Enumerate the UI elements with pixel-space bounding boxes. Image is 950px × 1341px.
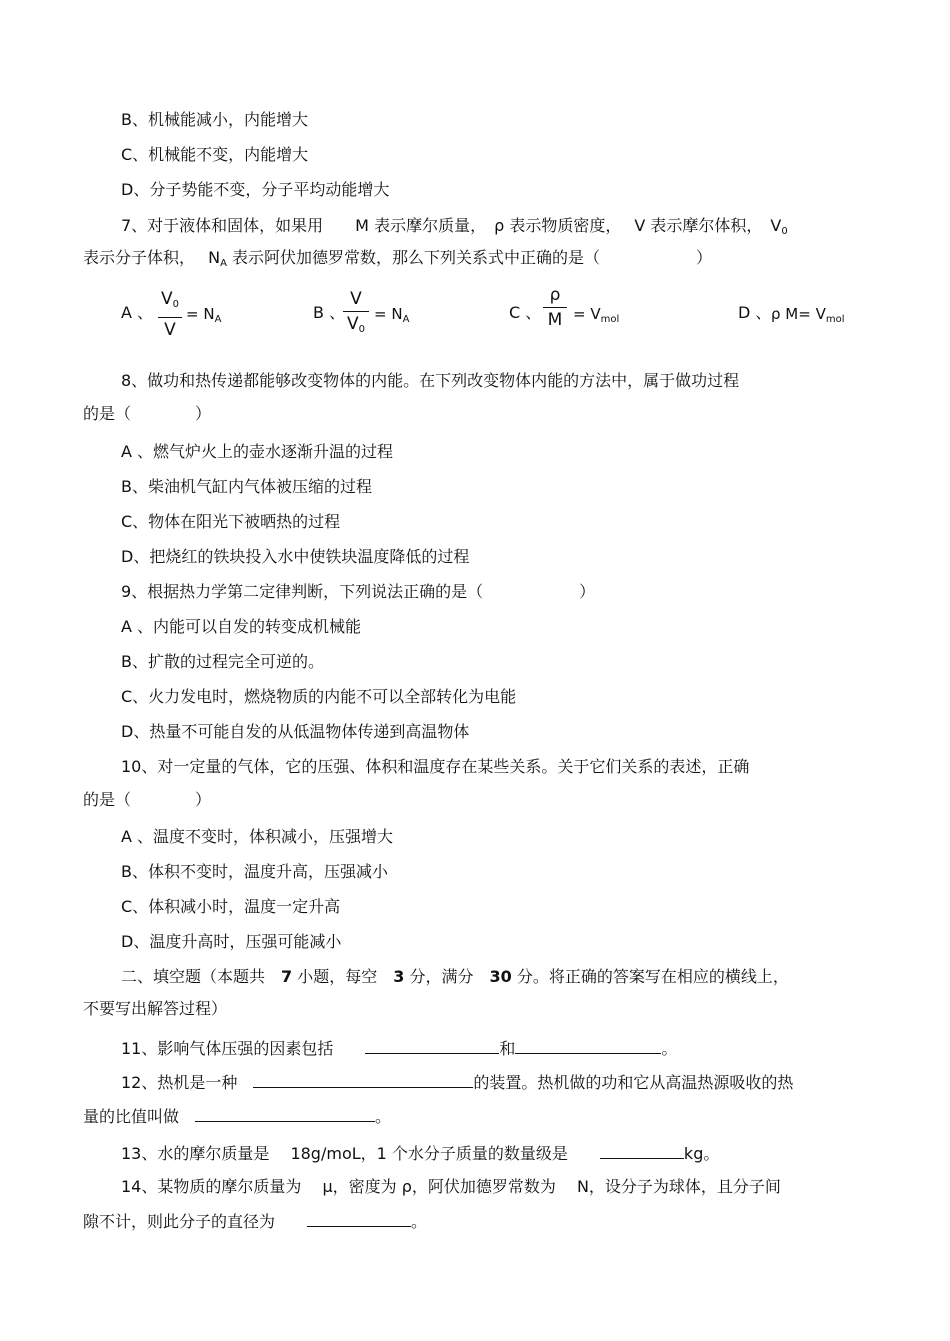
q11-blank-2[interactable] bbox=[515, 1037, 661, 1054]
q14-end: 。 bbox=[411, 1212, 428, 1231]
section2-text4: 分。将正确的答案写在相应的横线上， bbox=[511, 967, 789, 986]
q7-option-d-label: D 、 bbox=[738, 303, 772, 322]
q13-unit: kg。 bbox=[683, 1144, 720, 1163]
q10-option-d: D、温度升高时，压强可能减小 bbox=[121, 932, 342, 951]
q9-option-c: C、火力发电时，燃烧物质的内能不可以全部转化为电能 bbox=[121, 687, 517, 706]
q8-stem-line2: 的是（ ） bbox=[83, 404, 212, 423]
q7-stem-sub: 0 bbox=[781, 226, 788, 237]
q10-option-a: A 、温度不变时，体积减小，压强增大 bbox=[121, 827, 394, 846]
q7-c-eq-text: = V bbox=[573, 305, 601, 323]
section2-total-points: 30 bbox=[489, 967, 512, 986]
q8-option-c: C、物体在阳光下被晒热的过程 bbox=[121, 512, 341, 531]
q6-option-b: B、机械能减小，内能增大 bbox=[121, 110, 308, 129]
q7-a-denominator: V bbox=[164, 320, 176, 340]
q7-d-eq-sub: mol bbox=[825, 314, 845, 325]
q8-option-d: D、把烧红的铁块投入水中使铁块温度降低的过程 bbox=[121, 547, 470, 566]
q7-b-eq-text: = N bbox=[374, 305, 403, 323]
q13-blank[interactable] bbox=[600, 1142, 684, 1159]
q10-option-c: C、体积减小时，温度一定升高 bbox=[121, 897, 341, 916]
q11 bbox=[121, 1037, 677, 1059]
q7-option-a-fraction bbox=[158, 289, 182, 340]
q12-line1 bbox=[121, 1071, 793, 1093]
section2-points-per-blank: 3 bbox=[393, 967, 405, 986]
q7-option-c-eq bbox=[573, 304, 619, 330]
q12-line2 bbox=[83, 1105, 391, 1127]
q7-stem-text2b: 表示阿伏加德罗常数，那么下列关系式中正确的是（ ） bbox=[226, 248, 712, 267]
q7-stem-text2a: 表示分子体积， N bbox=[83, 248, 221, 267]
section2-text3: 分，满分 bbox=[404, 967, 490, 986]
q7-stem-sub2: A bbox=[220, 258, 227, 269]
q7-b-denominator: V bbox=[346, 314, 359, 334]
section2-text1: 二、填空题（本题共 bbox=[121, 967, 282, 986]
q7-b-denominator-sub: 0 bbox=[358, 324, 365, 335]
q14-blank[interactable] bbox=[307, 1210, 411, 1227]
q12-blank-1[interactable] bbox=[253, 1071, 473, 1088]
q11-text: 11、影响气体压强的因素包括 bbox=[121, 1039, 366, 1058]
q12-text3: 量的比值叫做 bbox=[83, 1107, 196, 1126]
q7-option-b-label: B 、 bbox=[313, 303, 346, 322]
q7-b-numerator: V bbox=[350, 289, 362, 309]
q8-stem-line1: 8、做功和热传递都能够改变物体的内能。在下列改变物体内能的方法中，属于做功过程 bbox=[121, 371, 740, 390]
q7-a-numerator: V bbox=[160, 289, 173, 309]
q8-option-b: B、柴油机气缸内气体被压缩的过程 bbox=[121, 477, 372, 496]
q13-text: 13、水的摩尔质量是 18g/moL，1 个水分子质量的数量级是 bbox=[121, 1144, 600, 1163]
q11-end: 。 bbox=[661, 1039, 678, 1058]
section2-num-questions: 7 bbox=[281, 967, 293, 986]
q7-a-numerator-sub: 0 bbox=[172, 299, 179, 310]
section2-text2: 小题，每空 bbox=[292, 967, 394, 986]
q7-stem-text: 7、对于液体和固体，如果用 M 表示摩尔质量， ρ 表示物质密度， V 表示摩尔体积， V bbox=[121, 216, 782, 235]
q7-option-b-eq bbox=[374, 304, 409, 330]
q9-option-d: D、热量不可能自发的从低温物体传递到高温物体 bbox=[121, 722, 470, 741]
q6-option-c: C、机械能不变，内能增大 bbox=[121, 145, 309, 164]
q10-stem-line2: 的是（ ） bbox=[83, 790, 212, 809]
q7-a-eq-text: = N bbox=[186, 305, 215, 323]
q12-blank-2[interactable] bbox=[195, 1105, 375, 1122]
q7-option-b-fraction bbox=[343, 289, 369, 340]
q12-text: 12、热机是一种 bbox=[121, 1073, 254, 1092]
q7-c-eq-sub: mol bbox=[600, 314, 620, 325]
section2-heading-line1 bbox=[121, 967, 789, 987]
q11-blank-1[interactable] bbox=[365, 1037, 499, 1054]
q7-stem-line1 bbox=[121, 216, 788, 242]
q7-b-eq-sub: A bbox=[402, 314, 410, 325]
q14-line2 bbox=[83, 1210, 427, 1232]
q14-text2: 隙不计，则此分子的直径为 bbox=[83, 1212, 308, 1231]
q8-option-a: A 、燃气炉火上的壶水逐渐升温的过程 bbox=[121, 442, 394, 461]
q7-a-eq-sub: A bbox=[214, 314, 222, 325]
q7-option-a-label: A 、 bbox=[121, 303, 154, 322]
q7-option-a-eq bbox=[186, 304, 221, 330]
section2-heading-line2: 不要写出解答过程） bbox=[83, 999, 228, 1018]
q11-and: 和 bbox=[499, 1039, 516, 1058]
q12-end: 。 bbox=[375, 1107, 392, 1126]
q10-stem-line1: 10、对一定量的气体，它的压强、体积和温度存在某些关系。关于它们关系的表述，正确 bbox=[121, 757, 750, 776]
q13 bbox=[121, 1142, 719, 1164]
q7-option-d-eq bbox=[771, 304, 844, 330]
q10-option-b: B、体积不变时，温度升高，压强减小 bbox=[121, 862, 388, 881]
q9-option-a: A 、内能可以自发的转变成机械能 bbox=[121, 617, 362, 636]
q7-c-denominator: M bbox=[547, 310, 563, 330]
q7-d-eq-text: ρ M= V bbox=[771, 305, 826, 323]
q9-stem: 9、根据热力学第二定律判断，下列说法正确的是（ ） bbox=[121, 582, 596, 601]
q7-option-c-fraction bbox=[543, 285, 567, 330]
q14-line1: 14、某物质的摩尔质量为 μ，密度为 ρ，阿伏加德罗常数为 N，设分子为球体，且分子间 bbox=[121, 1177, 781, 1196]
q7-c-numerator: ρ bbox=[549, 285, 561, 305]
q7-stem-line2 bbox=[83, 248, 712, 274]
q9-option-b: B、扩散的过程完全可逆的。 bbox=[121, 652, 324, 671]
q7-option-c-label: C 、 bbox=[509, 303, 542, 322]
q12-text2: 的装置。热机做的功和它从高温热源吸收的热 bbox=[473, 1073, 794, 1092]
q6-option-d: D、分子势能不变，分子平均动能增大 bbox=[121, 180, 390, 199]
